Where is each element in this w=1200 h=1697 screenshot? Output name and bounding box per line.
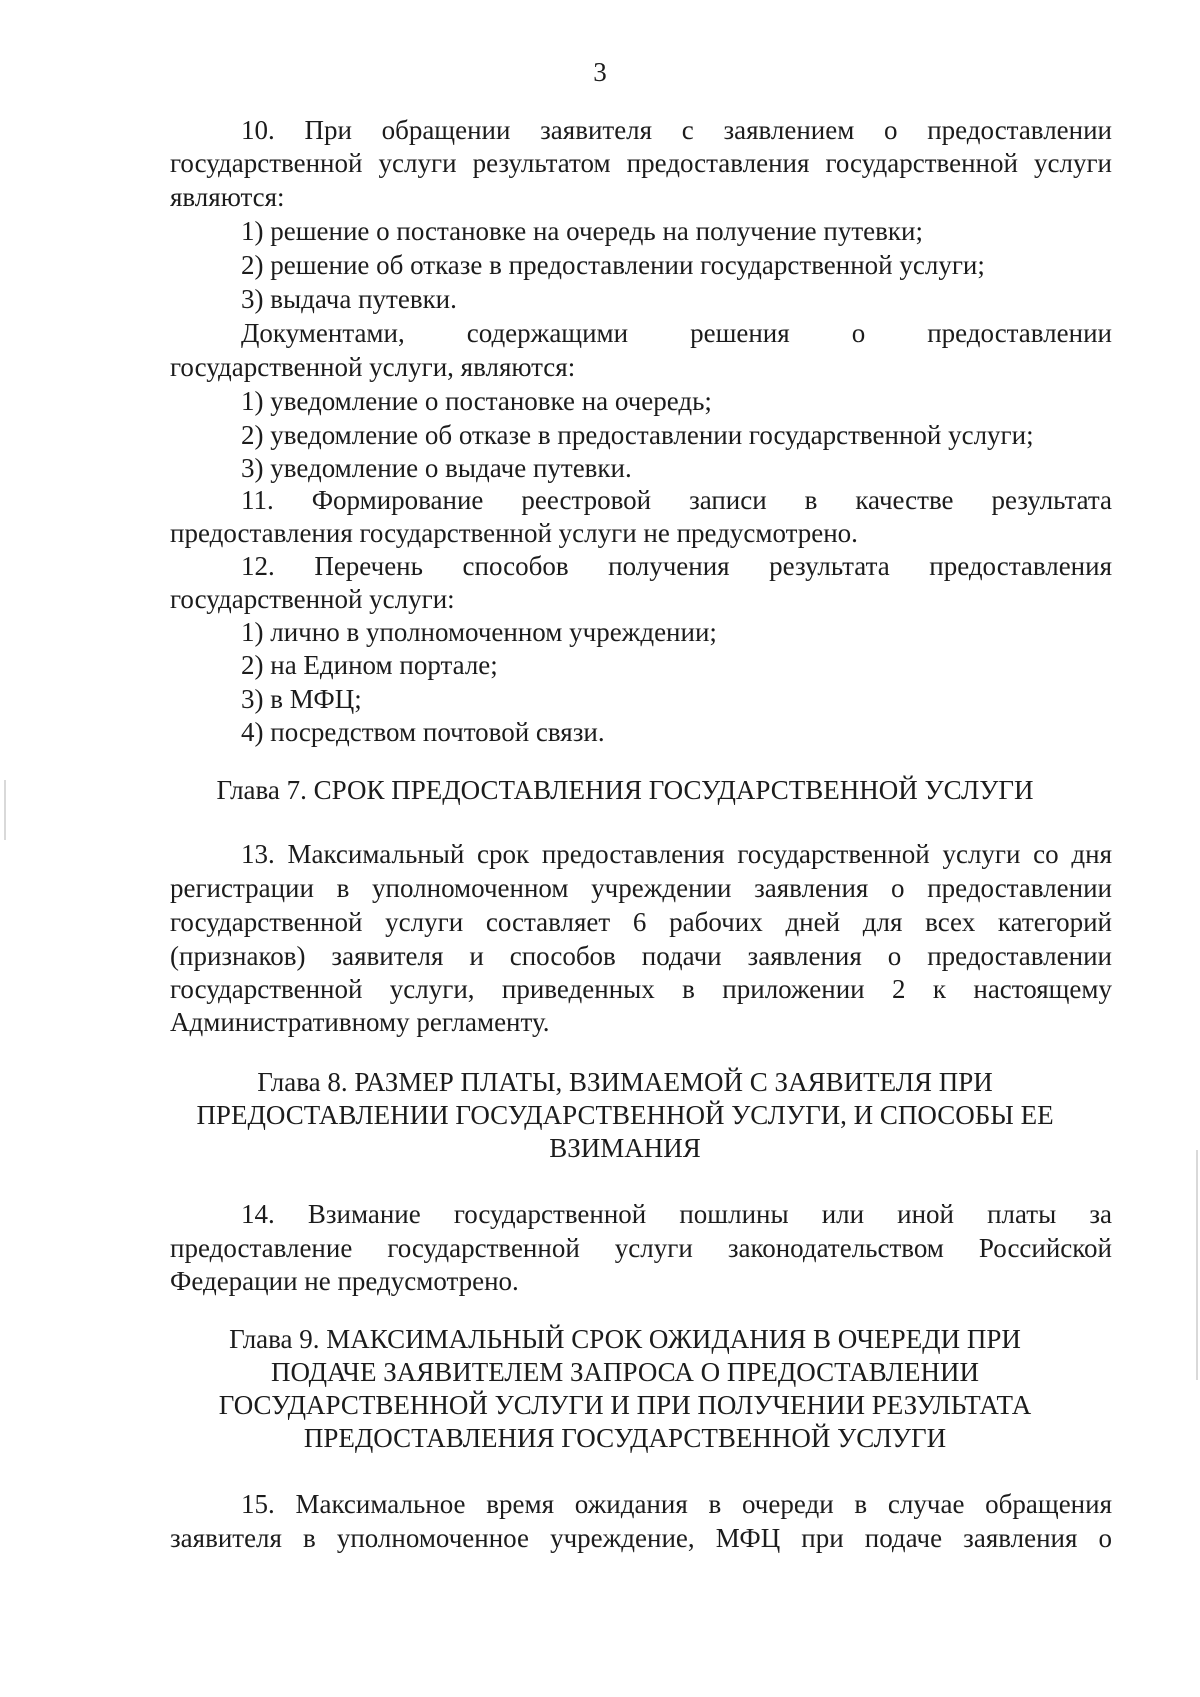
chapter-8-heading: ВЗИМАНИЯ xyxy=(549,1133,701,1163)
paragraph-10-line: являются: xyxy=(170,182,285,212)
paragraph-15-line: 15. Максимальное время ожидания в очереди в случае обращения xyxy=(241,1489,1112,1519)
paragraph-13-line: государственной услуги составляет 6 рабочих дней для всех категорий xyxy=(170,907,1112,937)
paragraph-13-line: 13. Максимальный срок предоставления государственной услуги со дня xyxy=(241,839,1112,869)
list-item: 2) уведомление об отказе в предоставлении государственной услуги; xyxy=(241,420,1034,450)
list-item: 2) на Едином портале; xyxy=(241,650,498,680)
list-item: 1) решение о постановке на очередь на получение путевки; xyxy=(241,216,923,246)
chapter-7-heading: Глава 7. СРОК ПРЕДОСТАВЛЕНИЯ ГОСУДАРСТВЕННОЙ УСЛУГИ xyxy=(216,775,1034,805)
paragraph-13-line: регистрации в уполномоченном учреждении заявления о предоставлении xyxy=(170,873,1112,903)
list-item: 4) посредством почтовой связи. xyxy=(241,717,605,747)
documents-paragraph-line: Документами, содержащими решения о предоставлении xyxy=(241,318,1112,348)
scan-edge-right xyxy=(1196,1150,1198,1380)
page-number: 3 xyxy=(593,57,607,87)
paragraph-14-line: Федерации не предусмотрено. xyxy=(170,1266,519,1296)
list-item: 2) решение об отказе в предоставлении государственной услуги; xyxy=(241,250,985,280)
chapter-9-heading: ГОСУДАРСТВЕННОЙ УСЛУГИ И ПРИ ПОЛУЧЕНИИ РЕЗУЛЬТАТА xyxy=(218,1390,1032,1420)
paragraph-13-line: (признаков) заявителя и способов подачи заявления о предоставлении xyxy=(170,941,1112,971)
paragraph-10-line: государственной услуги результатом предоставления государственной услуги xyxy=(170,148,1112,178)
scan-edge-left xyxy=(4,780,6,840)
paragraph-14-line: предоставление государственной услуги законодательством Российской xyxy=(170,1233,1112,1263)
paragraph-12-line: 12. Перечень способов получения результата предоставления xyxy=(241,551,1112,581)
paragraph-15-line: заявителя в уполномоченное учреждение, МФЦ при подаче заявления о xyxy=(170,1523,1112,1553)
list-item: 3) в МФЦ; xyxy=(241,684,362,714)
paragraph-13-line: государственной услуги, приведенных в приложении 2 к настоящему xyxy=(170,974,1112,1004)
paragraph-11-line: 11. Формирование реестровой записи в качестве результата xyxy=(241,485,1112,515)
list-item: 3) уведомление о выдаче путевки. xyxy=(241,453,632,483)
paragraph-14-line: 14. Взимание государственной пошлины или иной платы за xyxy=(241,1199,1112,1229)
paragraph-12-line: государственной услуги: xyxy=(170,584,455,614)
chapter-9-heading: ПРЕДОСТАВЛЕНИЯ ГОСУДАРСТВЕННОЙ УСЛУГИ xyxy=(303,1423,947,1453)
chapter-8-heading: ПРЕДОСТАВЛЕНИИ ГОСУДАРСТВЕННОЙ УСЛУГИ, И СПОСОБЫ ЕЕ xyxy=(196,1100,1054,1130)
chapter-8-heading: Глава 8. РАЗМЕР ПЛАТЫ, ВЗИМАЕМОЙ С ЗАЯВИТЕЛЯ ПРИ xyxy=(257,1067,993,1097)
chapter-9-heading: Глава 9. МАКСИМАЛЬНЫЙ СРОК ОЖИДАНИЯ В ОЧЕРЕДИ ПРИ xyxy=(229,1324,1021,1354)
paragraph-13-line: Административному регламенту. xyxy=(170,1007,550,1037)
paragraph-10-line: 10. При обращении заявителя с заявлением о предоставлении xyxy=(241,115,1112,145)
documents-paragraph-line: государственной услуги, являются: xyxy=(170,352,576,382)
list-item: 1) уведомление о постановке на очередь; xyxy=(241,386,712,416)
paragraph-11-line: предоставления государственной услуги не предусмотрено. xyxy=(170,518,858,548)
chapter-9-heading: ПОДАЧЕ ЗАЯВИТЕЛЕМ ЗАПРОСА О ПРЕДОСТАВЛЕНИИ xyxy=(270,1357,980,1387)
list-item: 3) выдача путевки. xyxy=(241,284,457,314)
list-item: 1) лично в уполномоченном учреждении; xyxy=(241,617,717,647)
